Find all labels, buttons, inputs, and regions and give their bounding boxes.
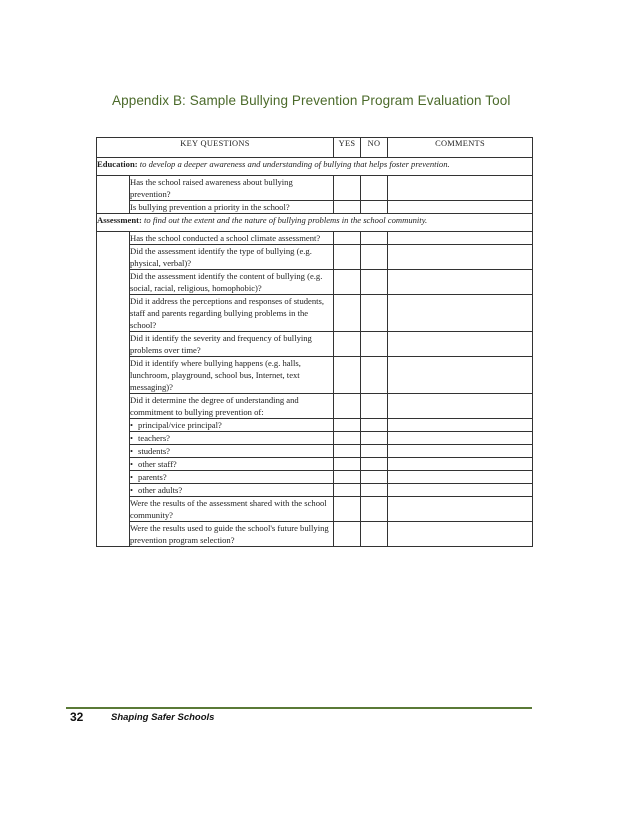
comments-cell[interactable] [388, 270, 533, 295]
table-row [97, 176, 533, 201]
table-header-row [97, 138, 533, 158]
yes-cell[interactable] [334, 295, 361, 332]
section-label: Assessment: [97, 215, 142, 225]
table-row [97, 357, 533, 394]
question-cell: Has the school conducted a school climate assessment? [130, 232, 334, 245]
section-row-assessment [97, 214, 533, 232]
header-no: NO [361, 138, 388, 158]
table-row [97, 394, 533, 419]
comments-cell[interactable] [388, 295, 533, 332]
yes-cell[interactable] [334, 176, 361, 201]
yes-cell[interactable] [334, 445, 361, 458]
evaluation-table [96, 137, 533, 547]
bullet-text: other staff? [138, 459, 177, 469]
no-cell[interactable] [361, 295, 388, 332]
yes-cell[interactable] [334, 458, 361, 471]
yes-cell[interactable] [334, 245, 361, 270]
bullet-text: students? [138, 446, 170, 456]
comments-cell[interactable] [388, 497, 533, 522]
section-description: to find out the extent and the nature of bullying problems in the school community. [144, 215, 428, 225]
indent-cell [97, 232, 130, 547]
comments-cell[interactable] [388, 419, 533, 432]
comments-cell[interactable] [388, 484, 533, 497]
no-cell[interactable] [361, 458, 388, 471]
yes-cell[interactable] [334, 471, 361, 484]
bullet-cell [130, 445, 334, 458]
no-cell[interactable] [361, 357, 388, 394]
question-cell: Did it address the perceptions and responses of students, staff and parents regarding bullying problems in the school? [130, 295, 334, 332]
yes-cell[interactable] [334, 394, 361, 419]
table-row [97, 458, 533, 471]
table-row [97, 497, 533, 522]
no-cell[interactable] [361, 432, 388, 445]
table-row [97, 232, 533, 245]
no-cell[interactable] [361, 522, 388, 547]
yes-cell[interactable] [334, 419, 361, 432]
table-row [97, 484, 533, 497]
footer-rule [66, 707, 532, 709]
table-row [97, 445, 533, 458]
question-cell: Did it identify the severity and frequency of bullying problems over time? [130, 332, 334, 357]
publication-title: Shaping Safer Schools [111, 712, 215, 723]
no-cell[interactable] [361, 232, 388, 245]
no-cell[interactable] [361, 471, 388, 484]
table-row [97, 432, 533, 445]
bullet-cell [130, 432, 334, 445]
bullet-dot-icon: • [130, 433, 134, 443]
bullet-dot-icon: • [130, 446, 134, 456]
no-cell[interactable] [361, 201, 388, 214]
bullet-dot-icon: • [130, 459, 134, 469]
question-cell: Did it determine the degree of understanding and commitment to bullying prevention of: [130, 394, 334, 419]
table-row [97, 295, 533, 332]
yes-cell[interactable] [334, 270, 361, 295]
no-cell[interactable] [361, 270, 388, 295]
yes-cell[interactable] [334, 497, 361, 522]
question-cell: Were the results of the assessment shared with the school community? [130, 497, 334, 522]
no-cell[interactable] [361, 176, 388, 201]
no-cell[interactable] [361, 497, 388, 522]
question-cell: Did the assessment identify the type of bullying (e.g. physical, verbal)? [130, 245, 334, 270]
table-row [97, 419, 533, 432]
header-key-questions: KEY QUESTIONS [97, 138, 334, 158]
yes-cell[interactable] [334, 432, 361, 445]
question-cell: Were the results used to guide the school's future bullying prevention program selection? [130, 522, 334, 547]
question-cell: Did it identify where bullying happens (e.g. halls, lunchroom, playground, school bus, Internet, text messaging)? [130, 357, 334, 394]
yes-cell[interactable] [334, 484, 361, 497]
comments-cell[interactable] [388, 232, 533, 245]
comments-cell[interactable] [388, 432, 533, 445]
comments-cell[interactable] [388, 245, 533, 270]
section-heading [97, 158, 533, 176]
table-row [97, 522, 533, 547]
question-cell: Has the school raised awareness about bullying prevention? [130, 176, 334, 201]
section-heading [97, 214, 533, 232]
question-cell: Is bullying prevention a priority in the school? [130, 201, 334, 214]
no-cell[interactable] [361, 445, 388, 458]
bullet-text: teachers? [138, 433, 170, 443]
section-row-education [97, 158, 533, 176]
table-row [97, 332, 533, 357]
bullet-cell [130, 471, 334, 484]
bullet-text: parents? [138, 472, 167, 482]
header-yes: YES [334, 138, 361, 158]
bullet-dot-icon: • [130, 485, 134, 495]
bullet-dot-icon: • [130, 472, 134, 482]
bullet-text: principal/vice principal? [138, 420, 222, 430]
bullet-cell [130, 484, 334, 497]
header-comments: COMMENTS [388, 138, 533, 158]
yes-cell[interactable] [334, 332, 361, 357]
no-cell[interactable] [361, 419, 388, 432]
comments-cell[interactable] [388, 394, 533, 419]
yes-cell[interactable] [334, 201, 361, 214]
comments-cell[interactable] [388, 445, 533, 458]
comments-cell[interactable] [388, 458, 533, 471]
comments-cell[interactable] [388, 176, 533, 201]
no-cell[interactable] [361, 394, 388, 419]
no-cell[interactable] [361, 245, 388, 270]
table-row [97, 201, 533, 214]
no-cell[interactable] [361, 332, 388, 357]
comments-cell[interactable] [388, 201, 533, 214]
yes-cell[interactable] [334, 232, 361, 245]
bullet-cell [130, 458, 334, 471]
comments-cell[interactable] [388, 522, 533, 547]
question-cell: Did the assessment identify the content of bullying (e.g. social, racial, religious, homophobic)? [130, 270, 334, 295]
page-title: Appendix B: Sample Bullying Prevention Program Evaluation Tool [112, 93, 511, 108]
no-cell[interactable] [361, 484, 388, 497]
yes-cell[interactable] [334, 522, 361, 547]
comments-cell[interactable] [388, 471, 533, 484]
table-row [97, 471, 533, 484]
comments-cell[interactable] [388, 357, 533, 394]
section-description: to develop a deeper awareness and understanding of bullying that helps foster prevention. [139, 159, 450, 169]
comments-cell[interactable] [388, 332, 533, 357]
section-label: Education: [97, 159, 138, 169]
bullet-dot-icon: • [130, 420, 134, 430]
indent-cell [97, 176, 130, 214]
bullet-text: other adults? [138, 485, 183, 495]
bullet-cell [130, 419, 334, 432]
table-row [97, 270, 533, 295]
yes-cell[interactable] [334, 357, 361, 394]
page-number: 32 [70, 710, 84, 724]
table-row [97, 245, 533, 270]
